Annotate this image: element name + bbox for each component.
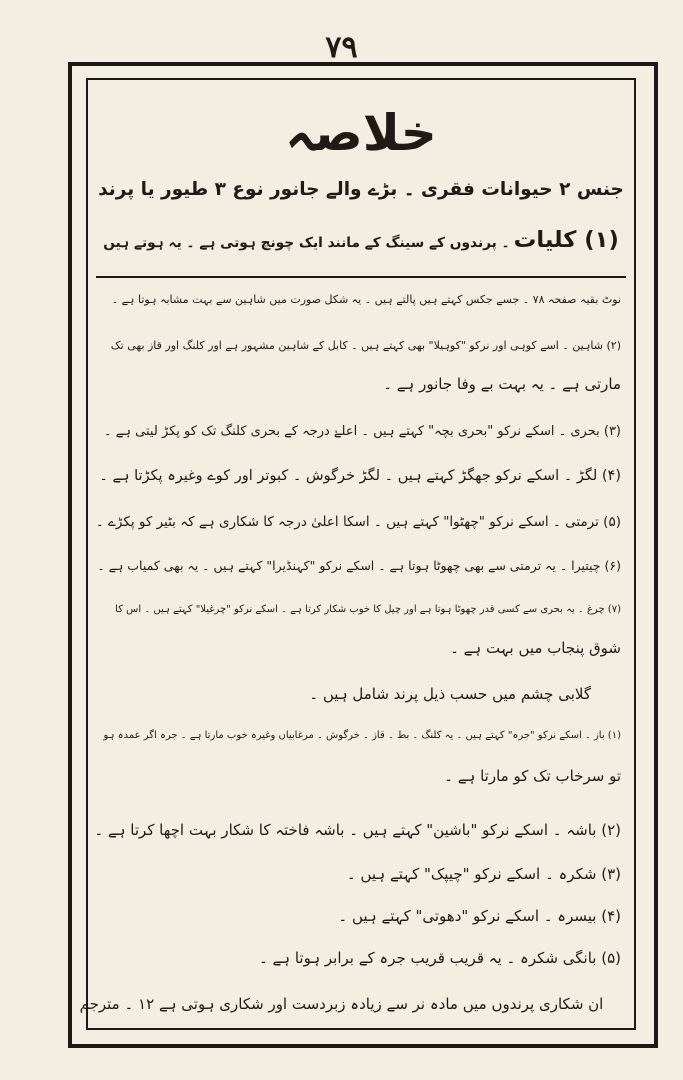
text-line: (۲) شاہین ۔ اسے کوہی اور نرکو "کوہیلا" بھی کہتے ہیں ۔ کابل کے شاہین مشہور ہے اور کلنگ اور قاز بھی تک [110, 339, 621, 352]
text-line: (۴) لگڑ ۔ اسکے نرکو جھگڑ کہتے ہیں ۔ لگڑ خرگوش ۔ کبوتر اور کوے وغیرہ پکڑتا ہے ۔ [99, 468, 621, 484]
divider [96, 276, 626, 278]
text-line: (۱) باز ۔ اسکے نرکو "جرہ" کہتے ہیں ۔ یہ کلنگ ۔ بط ۔ قاز ۔ خرگوش ۔ مرغابیاں وغیرہ خوب مارتا ہے ۔ جرہ اگر عمدہ ہو [103, 730, 621, 741]
text-line: (۶) چیتیرا ۔ یہ ترمتی سے بھی چھوٹا ہوتا ہے ۔ اسکے نرکو "کہنڈیرا" کہتے ہیں ۔ یہ بھی کمیاب ہے ۔ [97, 558, 621, 573]
text-line: تو سرخاب تک کو مارتا ہے ۔ [444, 767, 621, 785]
text-line: (۷) چرغ ۔ یہ بحری سے کسی قدر چھوٹا ہوتا ہے اور چیل کا خوب شکار کرتا ہے ۔ اسکے نرکو "چرغیلا" کہتے ہیں ۔ اس کا [115, 604, 621, 615]
text-line: (۳) شکرہ ۔ اسکے نرکو "چیپک" کہتے ہیں ۔ [346, 865, 621, 883]
text-line: (۵) بانگی شکرہ ۔ یہ قریب قریب جرہ کے برابر ہوتا ہے ۔ [258, 949, 621, 967]
text-line: شوق پنجاب میں بہت ہے ۔ [450, 639, 621, 657]
page-title: خلاصہ [285, 104, 437, 162]
subtitle: جنس ۲ حیوانات فقری ۔ بڑے والے جانور نوع ۳ طیور یا پرند [98, 179, 624, 200]
section-heading-label: (۱) کلیات [513, 227, 619, 253]
page-number: ۷۹ [325, 30, 358, 65]
text-line: نوٹ بقیہ صفحہ ۷۸ ۔ جسے جکس کہتے ہیں پالتے ہیں ۔ یہ شکل صورت میں شاہین سے بہت مشابہ ہوتا ہے ۔ [111, 293, 621, 306]
text-line: (۳) بحری ۔ اسکے نرکو "بحری بچہ" کہتے ہیں ۔ اعلےٰ درجہ کے بحری کلنگ تک کو پکڑ لیتی ہے ۔ [104, 424, 621, 439]
text-line: گلابی چشم میں حسب ذیل پرند شامل ہیں ۔ [309, 685, 591, 703]
text-line: (۲) باشہ ۔ اسکے نرکو "باشین" کہتے ہیں ۔ باشہ فاختہ کا شکار بہت اچھا کرتا ہے ۔ [94, 821, 621, 839]
inner-border [86, 78, 636, 1030]
text-line: مارتی ہے ۔ یہ بہت بے وفا جانور ہے ۔ [383, 375, 621, 393]
section-heading-text: ۔ پرندوں کے سینگ کے مانند ایک چونچ ہوتی ہے ۔ یہ ہوتے ہیں [103, 235, 510, 251]
text-line: (۴) بیسرہ ۔ اسکے نرکو "دھوتی" کہتے ہیں ۔ [338, 907, 621, 925]
text-line: ان شکاری پرندوں میں مادہ نر سے زیادہ زبردست اور شکاری ہوتی ہے ۱۲ ۔ مترجم [79, 995, 604, 1013]
text-line: (۵) ترمتی ۔ اسکے نرکو "چھٹوا" کہتے ہیں ۔ اسکا اعلیٰ درجہ کا شکاری ہے کہ بٹیر کو پکڑے ۔ [95, 514, 621, 530]
section-heading [96, 228, 626, 253]
